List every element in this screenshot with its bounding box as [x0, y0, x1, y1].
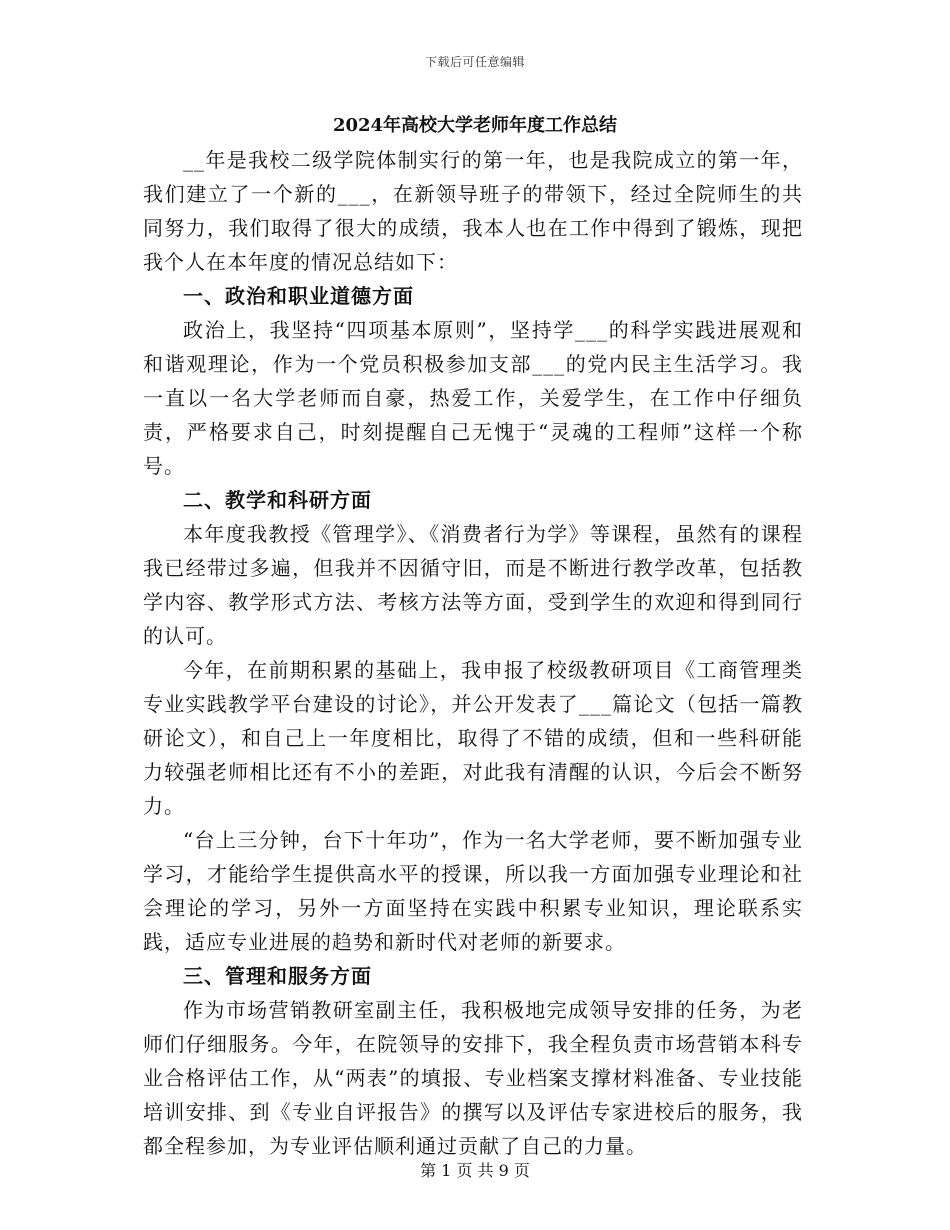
section-heading: 一、政治和职业道德方面 [183, 284, 414, 308]
section-paragraph: 作为市场营销教研室副主任，我积极地完成领导安排的任务，为老师们仔细服务。今年，在院领导的安排下，我全程负责市场营销本科专业合格评估工作，从“两表”的填报、专业档案支撑材料准备、专业技能培训安排、到《专业自评报告》的撰写以及评估专家进校后的服务，我都全程参加，为专业评估顺利通过贡献了自己的力量。 [143, 998, 803, 1158]
section-paragraph: “台上三分钟，台下十年功”，作为一名大学老师，要不断加强专业学习，才能给学生提供高水平的授课，所以我一方面加强专业理论和社会理论的学习，另外一方面坚持在实践中积累专业知识，理论联系实践，适应专业进展的趋势和新时代对老师的新要求。 [143, 828, 803, 954]
document-body [143, 143, 803, 1163]
section-heading: 三、管理和服务方面 [183, 964, 372, 988]
document-title: 2024年高校大学老师年度工作总结 [332, 115, 618, 136]
section-paragraph: 本年度我教授《管理学》、《消费者行为学》等课程，虽然有的课程我已经带过多遍，但我并不因循守旧，而是不断进行教学改革，包括教学内容、教学形式方法、考核方法等方面，受到学生的欢迎和得到同行的认可。 [143, 522, 803, 648]
header-note: 下载后可任意编辑 [424, 55, 525, 69]
section-paragraph: 今年，在前期积累的基础上，我申报了校级教研项目《工商管理类专业实践教学平台建设的讨论》，并公开发表了___篇论文（包括一篇教研论文），和自己上一年度相比，取得了不错的成绩，但和一些科研能力较强老师相比还有不小的差距，对此我有清醒的认识，今后会不断努力。 [143, 658, 803, 818]
page-number: 第 1 页 共 9 页 [420, 1161, 530, 1180]
section-heading: 二、教学和科研方面 [183, 488, 372, 512]
section-paragraph: 政治上，我坚持“四项基本原则”，坚持学___的科学实践进展观和和谐观理论，作为一个党员积极参加支部___的党内民主生活学习。我一直以一名大学老师而自豪，热爱工作，关爱学生，在工作中仔细负责，严格要求自己，时刻提醒自己无愧于“灵魂的工程师”这样一个称号。 [143, 318, 803, 478]
intro-paragraph: __年是我校二级学院体制实行的第一年，也是我院成立的第一年，我们建立了一个新的___，在新领导班子的带领下，经过全院师生的共同努力，我们取得了很大的成绩，我本人也在工作中得到了锻炼，现把我个人在本年度的情况总结如下： [143, 148, 803, 274]
